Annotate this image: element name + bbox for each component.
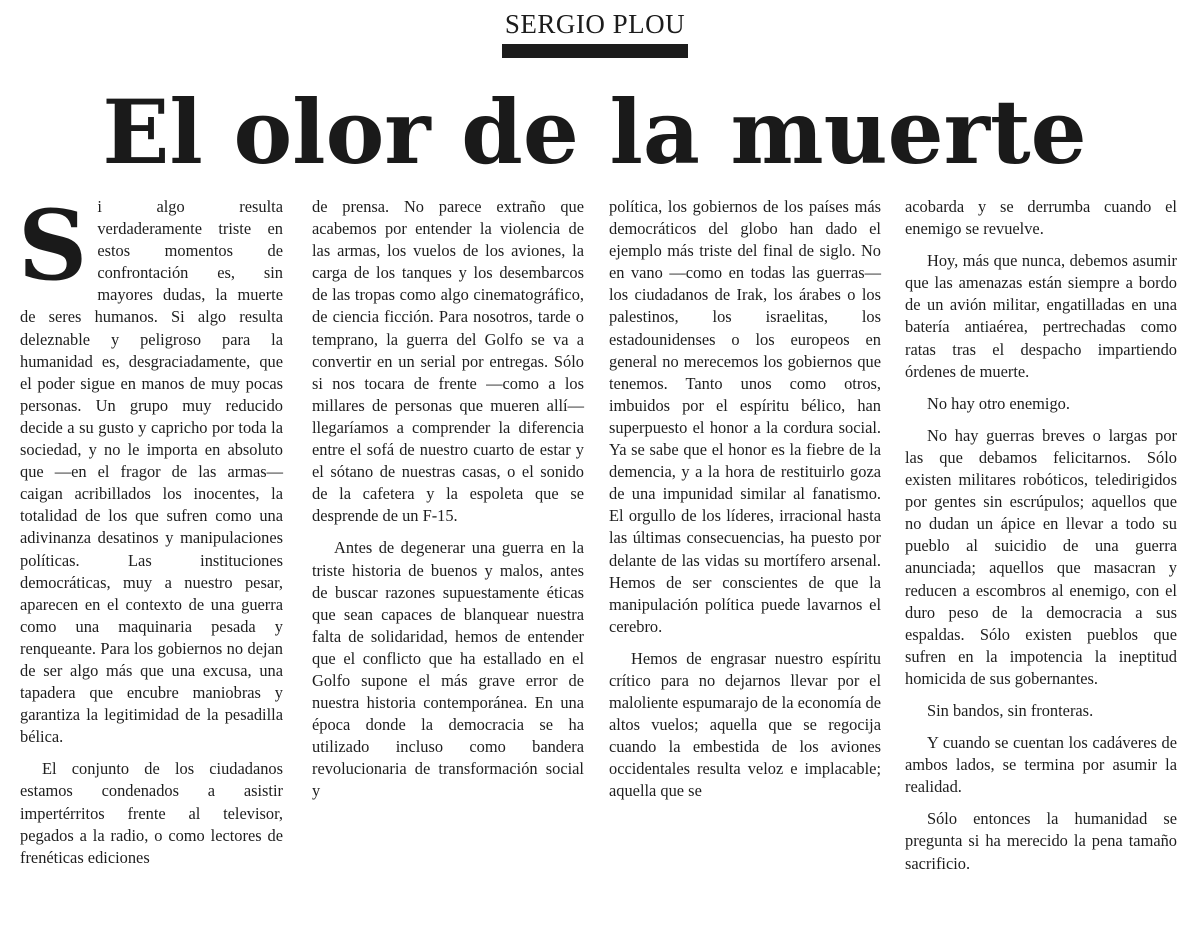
column-2-paragraph-2: Antes de degenerar una guerra en la triste historia de buenos y malos, antes de buscar razones supuestamente éticas que sean capaces de blanquear nuestra falta de solidaridad, hemos de entender que el conflicto que ha estallado en el Golfo supone el más grave error de nuestra historia contemporánea. En una época donde la democracia se ha utilizado incluso como bandera revolucionaria de transformación social y: [312, 538, 584, 801]
column-3-paragraph-1: política, los gobiernos de los países más democráticos del globo han dado el ejemplo más triste del final de siglo. No en vano —como en todas las guerras— los ciudadanos de Irak, los árabes o los palestinos, los israelitas, los estadounidenses o los europeos en general no merecemos los gobiernos que tenemos. Tanto unos como otros, imbuidos por el espíritu bélico, han superpuesto el honor a la cordura social. Ya se sabe que el honor es la fiebre de la demencia, y a la hora de restituirlo goza de una impunidad similar al fanatismo. El orgullo de los líderes, irracional hasta las últimas consecuencias, ha puesto por delante de las vidas su mortífero arsenal. Hemos de ser conscientes de que la manipulación política puede lavarnos el cerebro.: [609, 197, 881, 636]
column-3-paragraph-2: Hemos de engrasar nuestro espíritu crítico para no dejarnos llevar por el maloliente espumarajo de la economía de altos vuelos; aquella que se regocija cuando la embestida de los aviones occidentales resulta veloz e implacable; aquella que se: [609, 648, 881, 801]
column-4-paragraph-6: Y cuando se cuentan los cadáveres de ambos lados, se termina por asumir la realidad.: [905, 733, 1177, 797]
column-4-paragraph-5: Sin bandos, sin fronteras.: [927, 700, 1094, 720]
drop-cap: S: [18, 189, 88, 302]
author-underline-bar: [502, 44, 688, 58]
article-headline: El olor de la muerte: [102, 80, 1087, 184]
article-column-1: [18, 189, 283, 879]
article-column-4: [905, 196, 1177, 885]
column-2-paragraph-1: de prensa. No parece extraño que acabemos por entender la violencia de las armas, los vuelos de los aviones, la carga de los tanques y los desembarcos de las tropas como algo cinematográfico, de ciencia ficción. Para nosotros, tarde o temprano, la guerra del Golfo se va a convertir en un serial por entregas. Sólo si nos tocara de frente —como a los millares de personas que mueren allí— llegaríamos a comprender la diferencia entre el sofá de nuestro cuarto de estar y el sótano de nuestras casas, o el sonido de la cafetera y la espoleta que se desprende de un F-15.: [312, 197, 584, 526]
column-4-paragraph-3: No hay otro enemigo.: [927, 393, 1070, 413]
column-1-paragraph-2: El conjunto de los ciudadanos estamos condenados a asistir impertérritos frente al televisor, pegados a la radio, o como lectores de frenéticas ediciones: [20, 759, 283, 867]
article-column-2: [312, 196, 584, 813]
article-column-3: [609, 196, 881, 813]
author-name: SERGIO PLOU: [504, 9, 686, 39]
column-4-paragraph-2: Hoy, más que nunca, debemos asumir que las amenazas están siempre a bordo de un avión militar, engatilladas en una batería antiaérea, pertrechadas como ratas tras el despacho impartiendo órdenes de muerte.: [905, 251, 1177, 381]
column-4-paragraph-7: Sólo entonces la humanidad se pregunta si ha merecido la pena tamaño sacrificio.: [905, 809, 1177, 873]
column-4-paragraph-1: acobarda y se derrumba cuando el enemigo se revuelve.: [905, 197, 1177, 239]
column-4-paragraph-4: No hay guerras breves o largas por las que debamos felicitarnos. Sólo existen militares robóticos, teledirigidos por gentes sin escrúpulos; aquellos que no dudan un ápice en llevar a todo su pueblo al suicidio de una guerra anunciada; aquellos que masacran y reducen a escombros al enemigo, con el duro peso de la democracia a sus espaldas. Sólo existen pueblos que sufren en la impotencia la ineptitud homicida de sus gobernantes.: [905, 425, 1177, 688]
column-1-paragraph-1: [18, 189, 283, 748]
column-1-paragraph-1-text: i algo resulta verdaderamente triste en estos momentos de confrontación es, sin mayores dudas, la muerte de seres humanos. Si algo resulta deleznable y peligroso para la humanidad es, desgraciadamente, que el poder sigue en manos de muy pocas personas. Un grupo muy reducido decide a su gusto y capricho por toda la sociedad, y no le importa en absoluto que —en el fragor de las armas— caigan acribillados los inocentes, la totalidad de los que sufren como una adivinanza desatinos y manipulaciones políticas. Las instituciones democráticas, muy a nuestro pesar, aparecen en el contexto de una guerra como una maquinaria pesada y renqueante. Para los gobiernos no dejan de ser algo más que una excusa, una tapadera que encubre maniobras y garantiza la legitimidad de la pesadilla bélica.: [20, 197, 283, 747]
